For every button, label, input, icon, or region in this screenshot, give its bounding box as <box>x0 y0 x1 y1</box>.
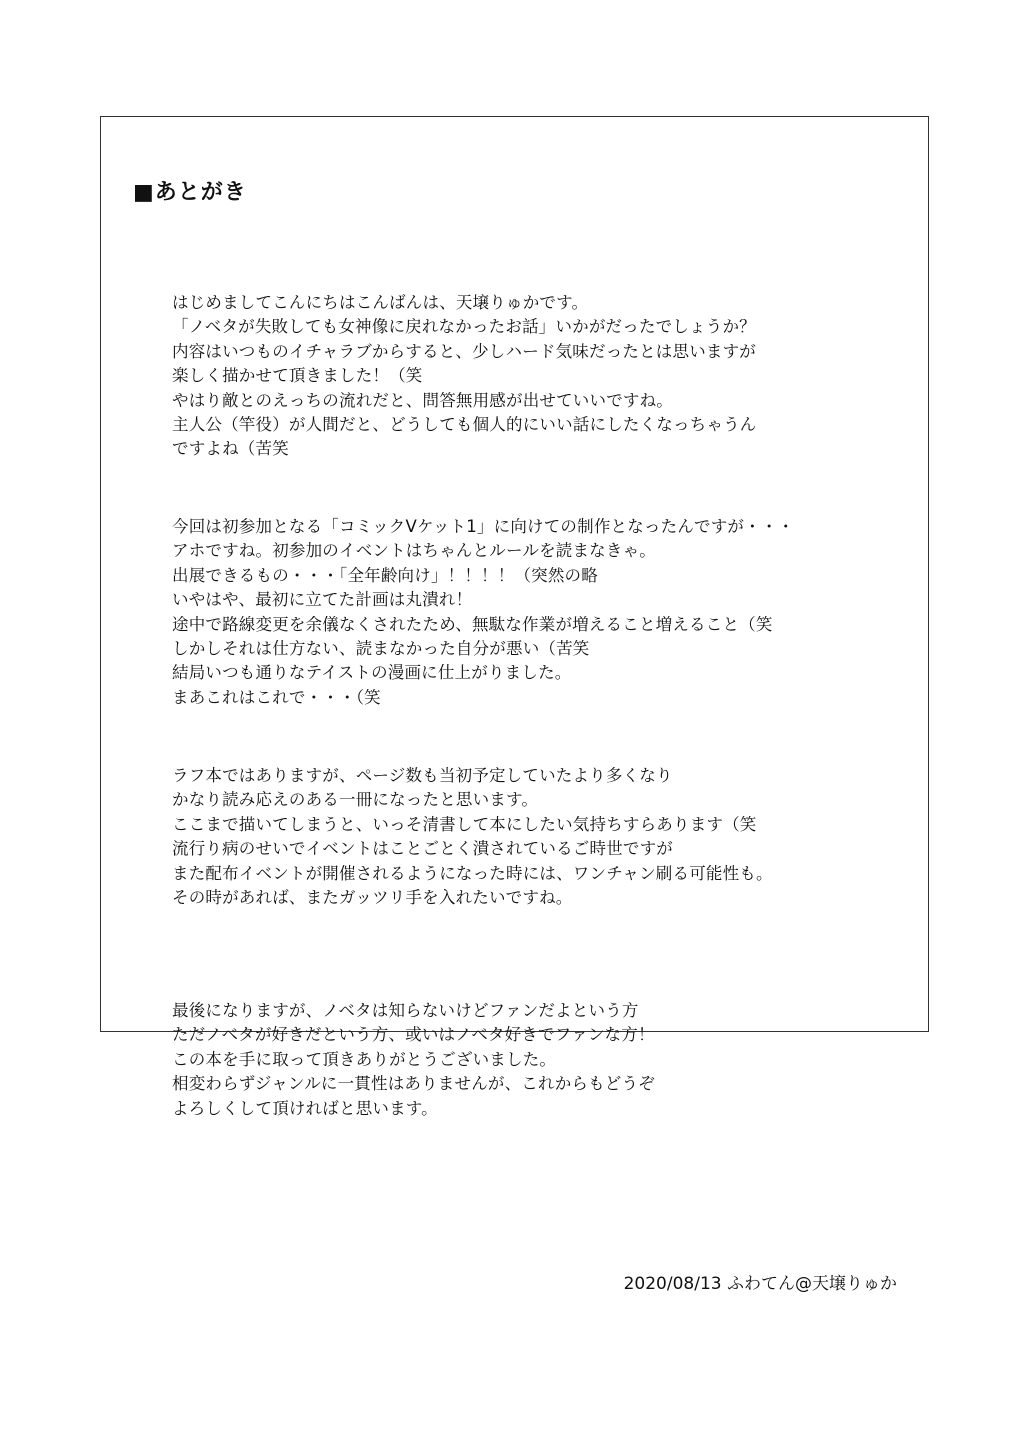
text-line: 最後になりますが、ノベタは知らないけどファンだよという方 <box>172 1001 639 1020</box>
text-line: 流行り病のせいでイベントはことごとく潰されているご時世ですが <box>172 839 673 859</box>
text-line: その時があれば、またガッツリ手を入れたいですね。 <box>172 887 573 907</box>
text-line: 主人公（竿役）が人間だと、どうしても個人的にいい話にしたくなっちゃうん <box>172 414 757 434</box>
paragraph-event <box>172 515 794 710</box>
text-line: 結局いつも通りなテイストの漫画に仕上がりました。 <box>172 663 572 683</box>
text-line: また配布イベントが開催されるようになった時には、ワンチャン刷る可能性も。 <box>172 863 773 883</box>
text-line: かなり読み応えのある一冊になったと思います。 <box>172 790 539 810</box>
text-line: ただノベタが好きだという方、或いはノベタ好きでファンな方！ <box>172 1025 655 1045</box>
text-line: 出展できるもの・・・「全年齢向け」！！！！（突然の略 <box>172 565 598 585</box>
text-line: ここまで描いてしまうと、いっそ清書して本にしたい気持ちすらあります（笑 <box>172 814 757 834</box>
text-line: よろしくして頂ければと思います。 <box>172 1098 438 1118</box>
text-line: 「ノベタが失敗しても女神像に戻れなかったお話」いかがだったでしょうか？ <box>172 317 756 337</box>
text-line: 内容はいつものイチャラブからすると、少しハード気味だったとは思いますが <box>172 341 757 361</box>
text-line: 楽しく描かせて頂きました！（笑 <box>172 366 423 386</box>
text-line: やはり敵とのえっちの流れだと、問答無用感が出せていいですね。 <box>172 390 673 410</box>
text-line: ですよね（苦笑 <box>172 439 289 459</box>
text-line: まあこれはこれで・・・（笑 <box>172 687 381 707</box>
text-line: 相変わらずジャンルに一貫性はありませんが、これからもどうぞ <box>172 1074 655 1094</box>
text-line: しかしそれは仕方ない、読まなかった自分が悪い（苦笑 <box>172 638 590 658</box>
text-line: はじめましてこんにちはこんばんは、天壌りゅかです。 <box>172 293 589 312</box>
paragraph-rough-book <box>172 764 773 910</box>
afterword-heading: ■あとがき <box>133 180 247 205</box>
text-line: 途中で路線変更を余儀なくされたため、無駄な作業が増えること増えること（笑 <box>172 614 773 634</box>
text-line: 今回は初参加となる「コミックVケット1」に向けての制作となったんですが・・・ <box>172 517 795 536</box>
text-line: ラフ本ではありますが、ページ数も当初予定していたより多くなり <box>172 766 673 785</box>
paragraph-thanks <box>172 999 655 1121</box>
text-line: アホですね。初参加のイベントはちゃんとルールを読まなきゃ。 <box>172 541 656 561</box>
paragraph-greeting <box>172 291 757 462</box>
text-line: この本を手に取って頂きありがとうございました。 <box>172 1049 557 1069</box>
signature-date: 2020/08/13 ふわてん@天壌りゅか <box>623 1274 897 1294</box>
text-line: いやはや、最初に立てた計画は丸潰れ！ <box>172 590 473 610</box>
